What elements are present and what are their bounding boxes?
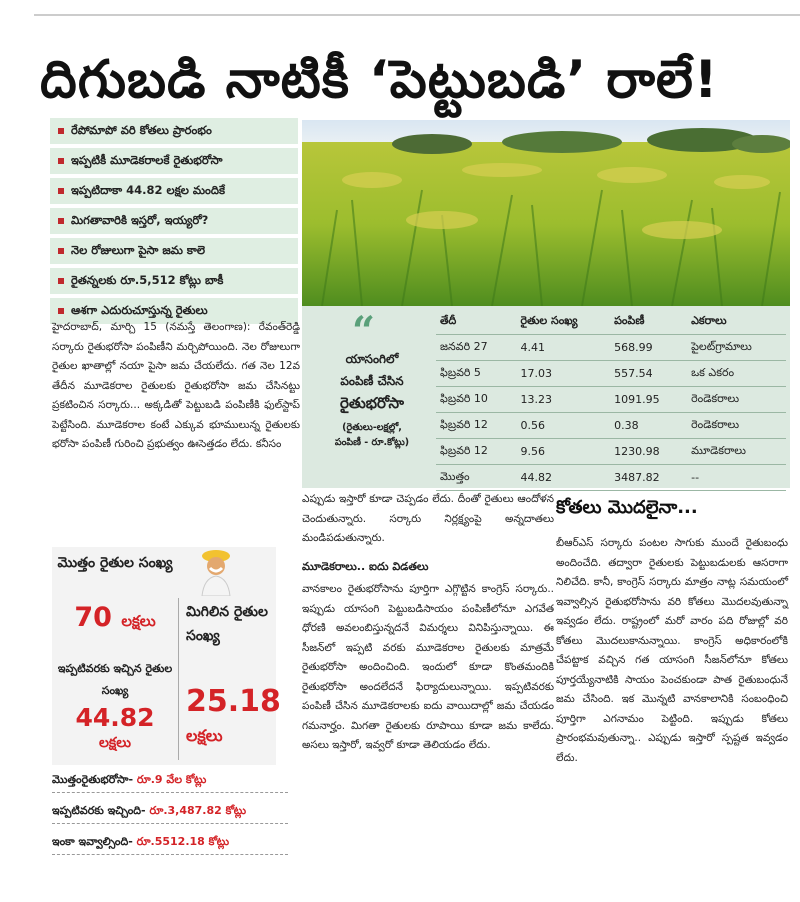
table-cell: 1091.95: [610, 387, 687, 413]
total-farmers-label: మొత్తం రైతుల సంఖ్య: [57, 555, 173, 571]
table-cell: ఒక ఎకరం: [687, 361, 786, 387]
stats-divider: [178, 598, 179, 760]
column-2-paragraph: ఎప్పుడు ఇస్తారో కూడా చెప్పడం లేదు. దీంతో రైతులు ఆందోళన చెందుతున్నారు. సర్కారు నిర్లక్ష్యంపై అన్నదాతలు మండిపడుతున్నారు.: [302, 493, 554, 544]
table-cell: పైలట్‌గ్రామాలు: [687, 335, 786, 361]
top-rule: [34, 14, 800, 16]
table-row: [436, 361, 786, 387]
remaining-farmers-value: 25.18: [186, 684, 281, 719]
table-total-row: [436, 465, 786, 491]
headline: దిగుబడి నాటికీ ‘పెట్టుబడి’ రాలే!: [40, 50, 719, 110]
table-cell: --: [687, 465, 786, 491]
table-cell: మూడెకరాలు: [687, 439, 786, 465]
bullet-list: [50, 118, 298, 328]
table-cell: జనవరి 27: [436, 335, 516, 361]
table-cell: ఫిబ్రవరి 12: [436, 413, 516, 439]
bullet-square-icon: [58, 308, 64, 314]
quote-mark-icon: “: [352, 308, 376, 355]
table-cell: 3487.82: [610, 465, 687, 491]
paid-farmers-value: 44.82 లక్షలు: [75, 703, 155, 751]
table-row: [436, 439, 786, 465]
column-3-heading: కోతలు మొదలైనా...: [556, 497, 698, 518]
column-2-subhead: మూడెకరాలు.. ఐదు విడతలు: [302, 559, 429, 573]
table-cell: ఫిబ్రవరి 12: [436, 439, 516, 465]
table-cell: ఫిబ్రవరి 10: [436, 387, 516, 413]
table-header-cell: తేదీ: [436, 309, 516, 335]
bullet-item: ఆశగా ఎదురుచూస్తున్న రైతులు: [50, 298, 298, 324]
bullet-square-icon: [58, 248, 64, 254]
bullet-item: మిగతావారికి ఇస్తరో, ఇయ్యరో?: [50, 208, 298, 234]
table-cell: 9.56: [516, 439, 610, 465]
table-cell: ఫిబ్రవరి 5: [436, 361, 516, 387]
bullet-item: రేపోమాపో వరి కోతలు ప్రారంభం: [50, 118, 298, 144]
table-cell: మొత్తం: [436, 465, 516, 491]
bullet-item: ఇప్పటికీ మూడెకరాలకే రైతుభరోసా: [50, 148, 298, 174]
paddy-field-photo: [302, 120, 790, 306]
bullet-square-icon: [58, 128, 64, 134]
table-header-cell: ఎకరాలు: [687, 309, 786, 335]
table-row: [436, 335, 786, 361]
bullet-square-icon: [58, 158, 64, 164]
table-cell: రెండెకరాలు: [687, 413, 786, 439]
paid-farmers-label: ఇప్పటివరకు ఇచ్చిన రైతుల సంఖ్య: [57, 662, 173, 697]
table-cell: 17.03: [516, 361, 610, 387]
column-2-paragraph: వానకాలం రైతుభరోసాను పూర్తిగా ఎగ్గొట్టిన కాంగ్రెస్ సర్కారు.. ఇప్పుడు యాసంగి పెట్టుబడిసాయం పంపిణీలోనూ ఎగవేత ధోరణి అవలంబిస్తున్నదనే విమర్శలు వినిపిస్తున్నాయి. ఈ సీజన్‌లో ఇప్పటి వరకు మూడెకరాల రైతులకు మాత్రమే రైతుభరోసా అందించింది. ఇందులో కూడా కొంతమందికి రైతుభరోసా అందలేదనే ఫిర్యాదులున్నాయి. ఇప్పటివరకు పంపిణీ చేసిన మూడెకరాలకు ఐదు వాయిదాల్లో జమ చేయడం గమనార్హం. మిగతా రైతులకు రూపాయి కూడా జమ కాలేదు. అసలు ఇస్తారో, ఇవ్వరో కూడా తెలియడం లేదు.: [302, 583, 554, 751]
bullet-item: రైతన్నలకు రూ.5,512 కోట్లు బాకీ: [50, 268, 298, 294]
bullet-item: నెల రోజులుగా పైసా జమ కాలె: [50, 238, 298, 264]
article-column-3: బీఆర్‌ఎస్ సర్కారు పంటల సాగుకు ముందే రైతుబంధు అందించేది. తద్వారా రైతులకు పెట్టుబడులకు ఆసరాగా నిలిచేది. కానీ, కాంగ్రెస్ సర్కారు మాత్రం నాట్ల సమయంలో ఇవ్వాల్సిన రైతుభరోసాను వరి కోతలు మొదలవుతున్నా ఇవ్వడం లేదు. రాష్ట్రంలో మరో వారం పది రోజుల్లో వరి కోతలు మొదలుకానున్నాయి. కాంగ్రెస్ అధికారంలోకి చేపట్టాక వచ్చిన గత యాసంగి సీజన్‌లోనూ కోతలు పూర్తయ్యేనాటికి సాయం పెంచకుండా పాత రైతుబంధునే జమ చేసింది. ఇక మొన్నటి వానకాలానికి సంబంధించి పూర్తిగా ఎగనామం పెట్టింది. ఇప్పుడు కోతలు ప్రారంభమవుతున్నా.. ఎప్పుడు ఇస్తారో స్పష్టత ఇవ్వడం లేదు.: [556, 537, 788, 764]
rythu-bharosa-table: [436, 309, 786, 491]
remaining-farmers-label: మిగిలిన రైతుల సంఖ్య: [186, 604, 268, 644]
table-header-cell: రైతుల సంఖ్య: [516, 309, 610, 335]
table-cell: 13.23: [516, 387, 610, 413]
money-pending-line: ఇంకా ఇవ్వాల్సింది- రూ.5512.18 కోట్లు: [52, 830, 288, 855]
money-paid-line: ఇప్పటివరకు ఇచ్చింది- రూ.3,487.82 కోట్లు: [52, 799, 288, 824]
table-cell: 44.82: [516, 465, 610, 491]
bullet-item: ఇప్పటిదాకా 44.82 లక్షల మందికే: [50, 178, 298, 204]
bullet-square-icon: [58, 278, 64, 284]
table-row: [436, 387, 786, 413]
total-farmers-value: 70 లక్షలు: [74, 602, 156, 633]
table-cell: 0.38: [610, 413, 687, 439]
table-header-cell: పంపిణీ: [610, 309, 687, 335]
table-row: [436, 413, 786, 439]
bullet-square-icon: [58, 188, 64, 194]
table-caption: యాసంగిలో పంపిణీ చేసిన రైతుభరోసా (రైతులు-లక్షల్లో, పంపిణీ - రూ.కోట్లు): [334, 352, 410, 448]
farmer-icon: [196, 548, 236, 596]
article-column-1: హైదరాబాద్, మార్చి 15 (నమస్తే తెలంగాణ): రేవంత్‌రెడ్డి సర్కారు రైతుభరోసా పంపిణీని మర్చిపోయింది. నెల రోజులుగా రైతుల ఖాతాల్లో నయా పైసా జమ చేయలేదు. గత నెల 12వ తేదీన మూడెకరాల రైతులకు రైతుభరోసా జమ చేసినట్టు ప్రకటించిన సర్కారు... అక్కడితో పెట్టుబడి పంపిణీకి ఫుల్‌స్టాప్ పెట్టేసింది. మూడెకరాల కంటే ఎక్కువ భూములున్న రైతులకు భరోసా పంపిణీ గురించి ప్రభుత్వం ఊసెత్తడం లేదు. కనీసం: [52, 321, 300, 450]
table-cell: 0.56: [516, 413, 610, 439]
table-cell: 1230.98: [610, 439, 687, 465]
table-cell: రెండెకరాలు: [687, 387, 786, 413]
table-cell: 557.54: [610, 361, 687, 387]
remaining-farmers-unit: లక్షలు: [186, 726, 223, 745]
money-total-line: మొత్తంరైతుభరోసా- రూ.9 వేల కోట్లు: [52, 768, 288, 793]
article-column-2: [302, 490, 554, 756]
table-cell: 4.41: [516, 335, 610, 361]
table-header-row: [436, 309, 786, 335]
table-cell: 568.99: [610, 335, 687, 361]
bullet-square-icon: [58, 218, 64, 224]
